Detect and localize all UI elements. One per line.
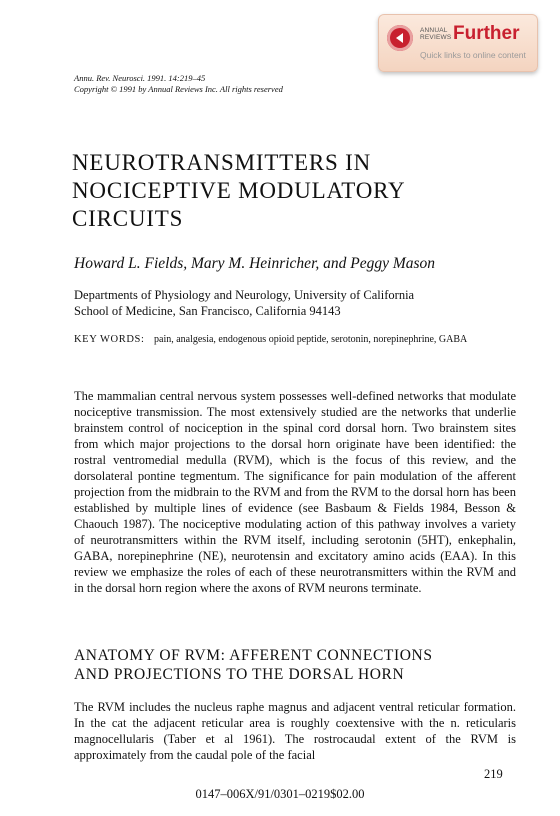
banner-subtitle: Quick links to online content (420, 50, 526, 60)
title-line: CIRCUITS (72, 206, 184, 231)
play-back-icon (387, 25, 413, 51)
citation (74, 73, 374, 95)
citation-line-journal: Annu. Rev. Neurosci. 1991. 14:219–45 (74, 73, 206, 83)
affiliation-line: School of Medicine, San Francisco, California 94143 (74, 304, 341, 318)
section-paragraph: The RVM includes the nucleus raphe magnus and adjacent ventral reticular formation. In the cat the adjacent reticular area is roughly coextensive with the n. reticularis magnocellularis (Taber et al 1961). The rostrocaudal extent of the RVM is approximately from the caudal pole of the facial (74, 700, 516, 762)
title-line: NEUROTRANSMITTERS IN (72, 150, 372, 175)
citation-line-copyright: Copyright © 1991 by Annual Reviews Inc. All rights reserved (74, 84, 283, 94)
section-heading-line: AND PROJECTIONS TO THE DORSAL HORN (74, 666, 405, 683)
affiliation (74, 287, 514, 319)
page-number: 219 (484, 767, 503, 781)
banner-publisher-label: ANNUAL REVIEWS (420, 27, 452, 41)
keywords-text: pain, analgesia, endogenous opioid peptide, serotonin, norepinephrine, GABA (154, 334, 468, 345)
authors: Howard L. Fields, Mary M. Heinricher, and Peggy Mason (74, 255, 436, 272)
title-line: NOCICEPTIVE MODULATORY (72, 178, 406, 203)
banner-brand: Further (453, 23, 520, 44)
footer-code: 0147–006X/91/0301–0219$02.00 (195, 787, 365, 801)
keywords-label: KEY WORDS: (74, 334, 145, 345)
affiliation-line: Departments of Physiology and Neurology, University of California (74, 288, 415, 302)
section-heading-line: ANATOMY OF RVM: AFFERENT CONNECTIONS (74, 647, 433, 664)
section-heading (74, 646, 516, 684)
further-banner[interactable] (378, 14, 538, 72)
intro-paragraph: The mammalian central nervous system possesses well-defined networks that modulate nociceptive transmission. The most extensively studied are the networks that underlie brainstem control of nociception in the spinal cord dorsal horn. Two brainstem sites from which major projections to the dorsal horn originate have been identified: the rostral ventromedial medulla (RVM), which is the focus of this review, and the dorsolateral pontine tegmentum. The significance for pain modulation of the afferent projection from the midbrain to the RVM and from the RVM to the dorsal horn has been established by multiple lines of evidence (see Basbaum & Fields 1984, Besson & Chaouch 1987). The nociceptive modulating action of this pathway involves a variety of neurotransmitters within the RVM itself, including serotonin (5HT), enkephalin, GABA, norepinephrine (NE), neurotensin and excitatory amino acids (EAA). In this review we emphasize the roles of each of these neurotransmitters within the RVM and in the dorsal horn region where the axons of RVM neurons terminate. (74, 389, 516, 595)
article-title (72, 149, 492, 233)
